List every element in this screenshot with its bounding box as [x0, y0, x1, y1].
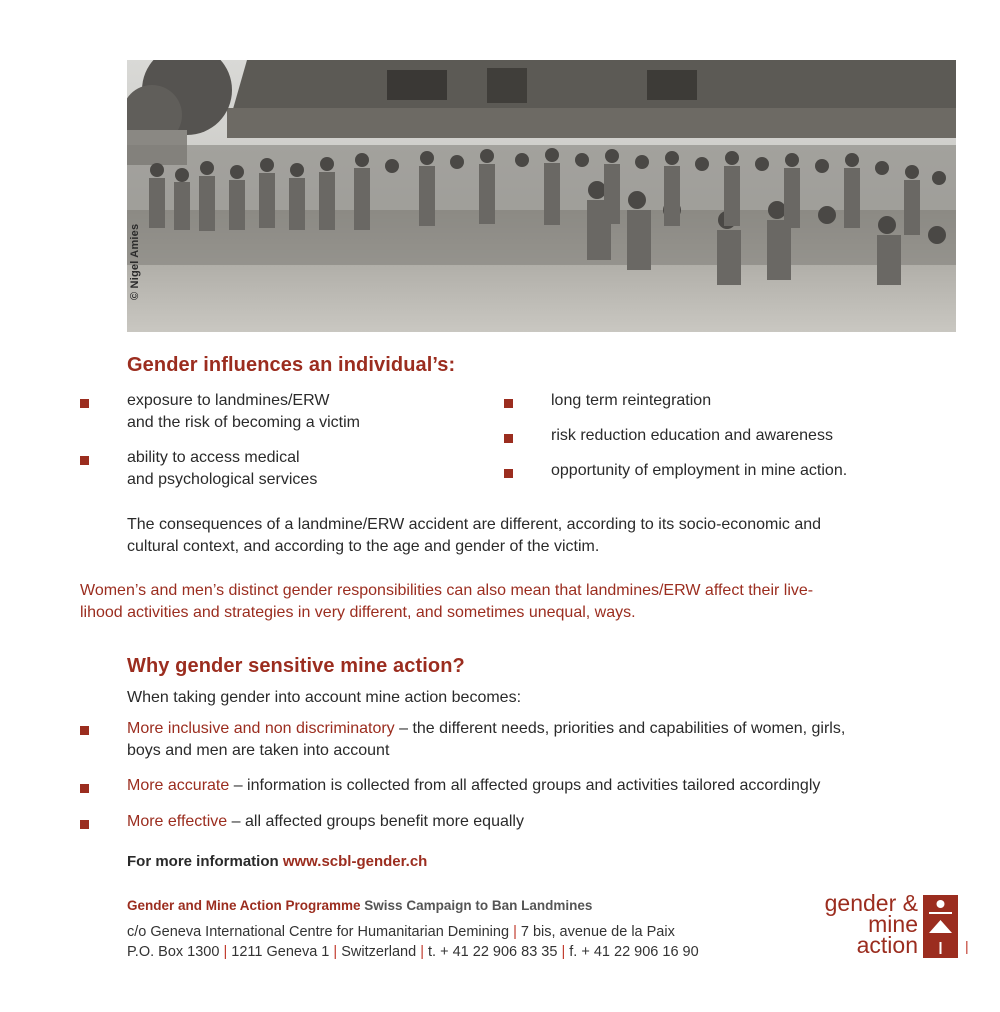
list-item: long term reintegration [551, 392, 712, 409]
logo-line: gender & [824, 890, 918, 916]
address-line1 [127, 922, 699, 942]
bullet-icon [80, 784, 89, 793]
address-part: P.O. Box 1300 [127, 944, 224, 960]
benefit-term: More accurate [127, 777, 230, 794]
address-part: 1211 Geneva 1 [227, 944, 334, 960]
section2-heading: Why gender sensitive mine action? [127, 655, 465, 677]
section1-heading: Gender influences an individual’s: [127, 354, 456, 376]
bullet-icon [504, 434, 513, 443]
campaign-name: Swiss Campaign to Ban Landmines [360, 898, 593, 913]
paragraph-line: Women’s and men’s distinct gender responsibilities can also mean that landmines/ERW affect their live- [80, 582, 814, 599]
benefit-desc: – the different needs, priorities and capabilities of women, girls, [394, 720, 846, 737]
bullet-icon [80, 399, 89, 408]
list-item [127, 718, 845, 762]
bullet-icon [80, 456, 89, 465]
logo-separator: | [965, 938, 969, 954]
list-item [127, 811, 524, 833]
programme-name: Gender and Mine Action Programme [127, 898, 361, 913]
bullet-icon [80, 726, 89, 735]
paragraph-line: cultural context, and according to the age and gender of the victim. [127, 538, 600, 555]
footer-address [127, 922, 699, 962]
benefit-term: More effective [127, 813, 228, 830]
list-item [127, 447, 317, 491]
list-item-line: and the risk of becoming a victim [127, 414, 360, 431]
paragraph-line: The consequences of a landmine/ERW accident are different, according to its socio-economic and [127, 516, 822, 533]
bullet-icon [504, 469, 513, 478]
logo-line: action [856, 932, 918, 958]
crowd-photo [127, 60, 956, 332]
list-item: opportunity of employment in mine action. [551, 462, 848, 479]
photo-credit: © Nigel Amies [129, 223, 141, 300]
address-part: c/o Geneva International Centre for Humanitarian Demining [127, 924, 514, 940]
highlight-paragraph [80, 580, 813, 624]
benefit-term: More inclusive and non discriminatory [127, 720, 395, 737]
separator: | [513, 924, 517, 940]
list-item-line: exposure to landmines/ERW [127, 392, 330, 409]
list-item: risk reduction education and awareness [551, 427, 833, 444]
person-mine-icon [923, 895, 958, 958]
consequences-paragraph [127, 514, 821, 558]
benefit-desc-line2: boys and men are taken into account [127, 742, 390, 759]
paragraph-line: lihood activities and strategies in very different, and sometimes unequal, ways. [80, 604, 636, 621]
crowd-photo-graphic [127, 60, 956, 332]
logo-mark [923, 895, 958, 958]
separator: | [561, 944, 566, 960]
more-info-label: For more information [127, 853, 283, 870]
bullet-icon [80, 820, 89, 829]
list-item-line: ability to access medical [127, 449, 300, 466]
separator: | [223, 944, 228, 960]
benefit-desc: – information is collected from all affected groups and activities tailored accordingly [229, 777, 821, 794]
bullet-icon [504, 399, 513, 408]
footer-org [127, 898, 592, 913]
logo-text [824, 890, 918, 958]
address-part: f. + 41 22 906 16 90 [565, 944, 699, 960]
list-item [127, 775, 820, 797]
benefit-desc: – all affected groups benefit more equally [227, 813, 524, 830]
address-part: Switzerland [337, 944, 421, 960]
section2-intro: When taking gender into account mine action becomes: [127, 689, 522, 706]
address-line2 [127, 942, 699, 962]
list-item-line: and psychological services [127, 471, 318, 488]
list-item [127, 390, 360, 434]
address-part: 7 bis, avenue de la Paix [516, 924, 675, 940]
logo-line: mine [868, 911, 918, 937]
more-info [127, 853, 427, 870]
more-info-link[interactable]: www.scbl-gender.ch [282, 853, 428, 870]
separator: | [333, 944, 338, 960]
separator: | [420, 944, 424, 960]
address-part: t. + 41 22 906 83 35 [423, 944, 562, 960]
